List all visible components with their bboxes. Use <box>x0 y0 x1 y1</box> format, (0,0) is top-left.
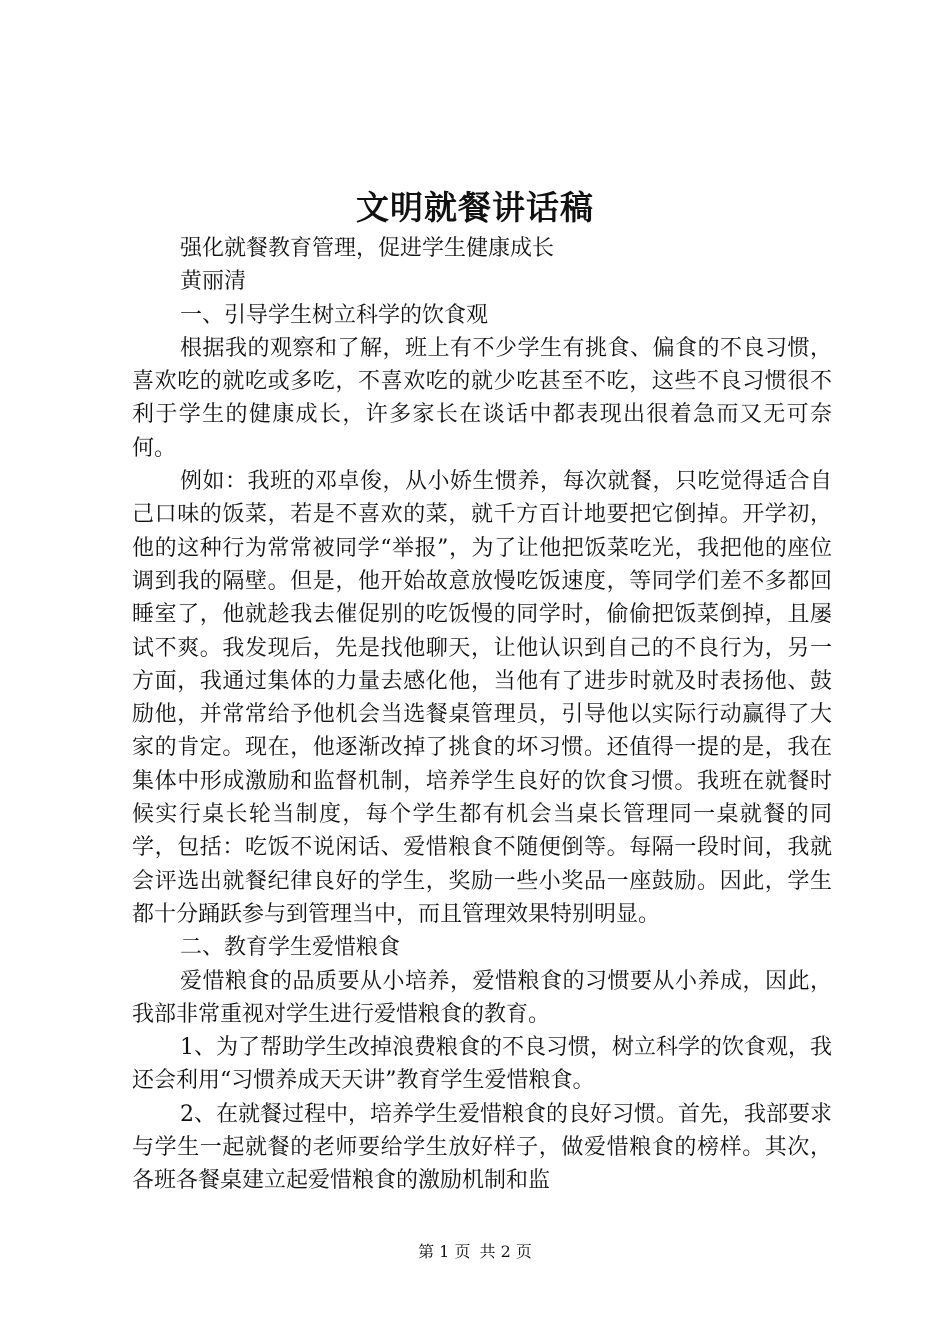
author: 黄丽清 <box>180 269 247 295</box>
section-heading: 二、教育学生爱惜粮食 <box>180 935 401 961</box>
paragraph: 根据我的观察和了解，班上有不少学生有挑食、偏食的不良习惯，喜欢吃的就吃或多吃，不喜欢吃的就少吃甚至不吃，这些不良习惯很不利于学生的健康成长，许多家长在谈话中都表现出很着急而又无可奈何。 <box>132 335 832 461</box>
paragraph: 例如：我班的邓卓俊，从小娇生惯养，每次就餐，只吃觉得适合自己口味的饭菜，若是不喜欢的菜，就千方百计地要把它倒掉。开学初，他的这种行为常常被同学“举报”，为了让他把饭菜吃光，我把他的座位调到我的隔壁。但是，他开始故意放慢吃饭速度，等同学们差不多都回睡室了，他就趁我去催促别的吃饭慢的同学时，偷偷把饭菜倒掉，且屡试不爽。我发现后，先是找他聊天，让他认识到自己的不良行为，另一方面，我通过集体的力量去感化他，当他有了进步时就及时表扬他、鼓励他，并常常给予他机会当选餐桌管理员，引导他以实际行动赢得了大家的肯定。现在，他逐渐改掉了挑食的坏习惯。还值得一提的是，我在集体中形成激励和监督机制，培养学生良好的饮食习惯。我班在就餐时候实行桌长轮当制度，每个学生都有机会当桌长管理同一桌就餐的同学，包括：吃饭不说闲话、爱惜粮食不随便倒等。每隔一段时间，我就会评选出就餐纪律良好的学生，奖励一些小奖品一座鼓励。因此，学生都十分踊跃参与到管理当中，而且管理效果特别明显。 <box>132 469 832 927</box>
section-heading: 一、引导学生树立科学的饮食观 <box>180 302 489 328</box>
subtitle: 强化就餐教育管理，促进学生健康成长 <box>180 236 555 261</box>
page-footer <box>0 1241 950 1263</box>
paragraph: 1、为了帮助学生改掉浪费粮食的不良习惯，树立科学的饮食观，我还会利用“习惯养成天天讲”教育学生爱惜粮食。 <box>132 1035 832 1094</box>
document-title: 文明就餐讲话稿 <box>356 188 594 227</box>
page-number: 第 1 页 <box>418 1242 471 1261</box>
page-total: 共 2 页 <box>479 1242 532 1261</box>
paragraph: 爱惜粮食的品质要从小培养，爱惜粮食的习惯要从小养成，因此，我部非常重视对学生进行爱惜粮食的教育。 <box>132 968 832 1027</box>
paragraph: 2、在就餐过程中，培养学生爱惜粮食的良好习惯。首先，我部要求与学生一起就餐的老师要给学生放好样子，做爱惜粮食的榜样。其次，各班各餐桌建立起爱惜粮食的激励机制和监 <box>132 1101 832 1194</box>
document-body <box>132 232 832 1198</box>
